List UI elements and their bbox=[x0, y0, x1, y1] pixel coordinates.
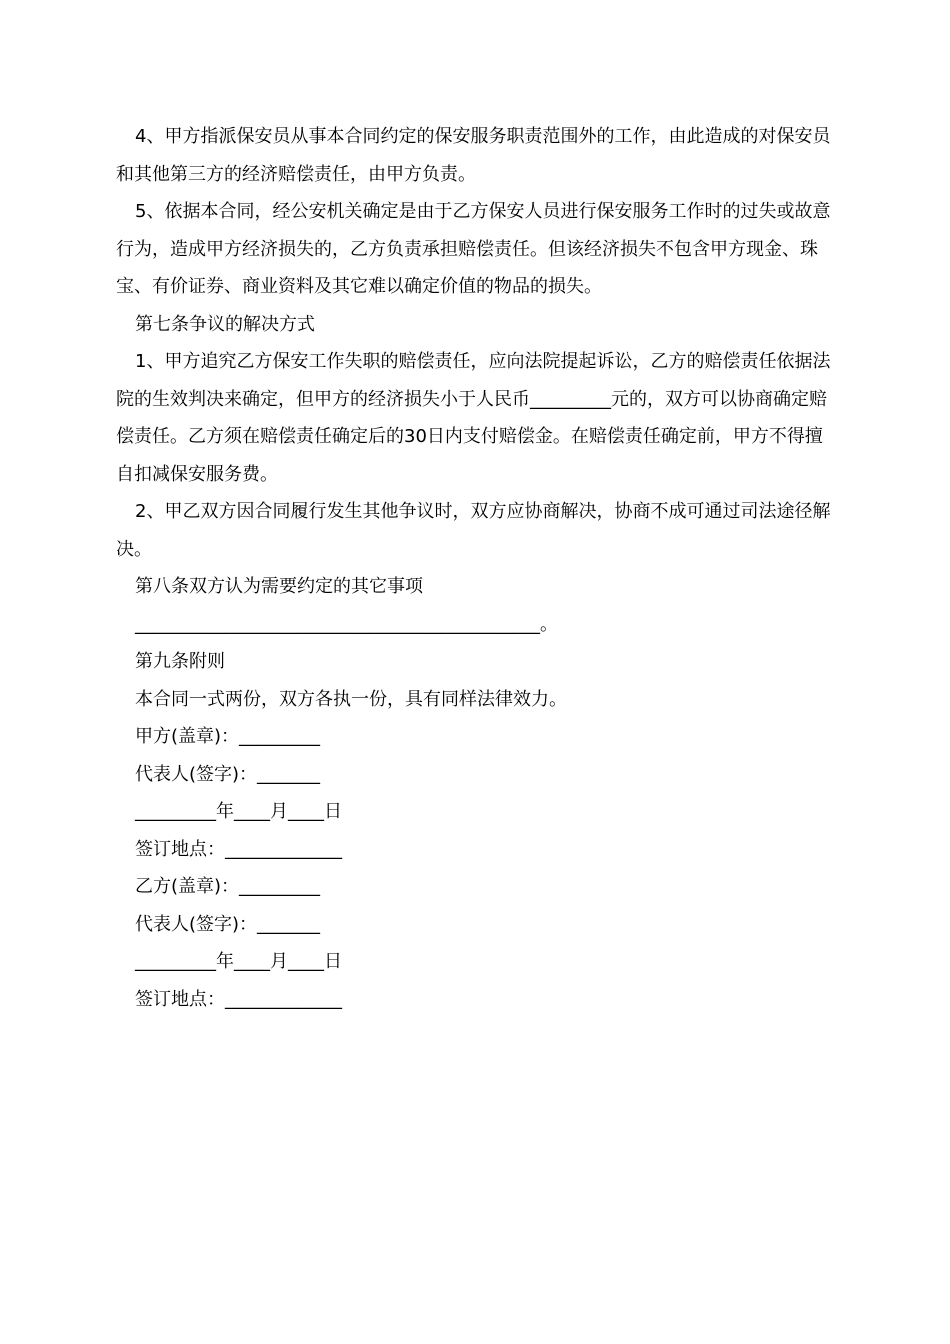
party-b-representative: 代表人(签字)：_______ bbox=[135, 913, 321, 935]
copies-statement: 本合同一式两份，双方各执一份，具有同样法律效力。 bbox=[135, 688, 567, 710]
clause-7-item-2: 2、甲乙双方因合同履行发生其他争议时，双方应协商解决，协商不成可通过司法途径解决。 bbox=[116, 501, 831, 560]
party-b-seal: 乙方(盖章)：_________ bbox=[135, 876, 321, 897]
article-7-title: 第七条争议的解决方式 bbox=[135, 313, 315, 335]
party-a-representative: 代表人(签字)：_______ bbox=[135, 763, 321, 785]
article-8-blank-line: _____________________________________________。 bbox=[135, 613, 558, 635]
clause-7-item-1: 1、甲方追究乙方保安工作失职的赔偿责任，应向法院提起诉讼，乙方的赔偿责任依据法院的生效判决来确定，但甲方的经济损失小于人民币_________元的，双方可以协商确定赔偿责任。乙方须在赔偿责任确定后的30日内支付赔偿金。在赔偿责任确定前，甲方不得擅自扣减保安服务费。 bbox=[116, 351, 831, 485]
party-b-date: _________年____月____日 bbox=[135, 951, 342, 972]
clause-6-item-5: 5、依据本合同，经公安机关确定是由于乙方保安人员进行保安服务工作时的过失或故意行为，造成甲方经济损失的，乙方负责承担赔偿责任。但该经济损失不包含甲方现金、珠宝、有价证券、商业资料及其它难以确定价值的物品的损失。 bbox=[116, 201, 831, 297]
party-b-signing-place: 签订地点：_____________ bbox=[135, 988, 342, 1010]
article-9-title: 第九条附则 bbox=[135, 651, 225, 672]
party-a-seal: 甲方(盖章)：_________ bbox=[135, 726, 321, 747]
party-a-date: _________年____月____日 bbox=[135, 801, 342, 822]
document-body bbox=[116, 118, 840, 1018]
clause-6-item-4: 4、甲方指派保安员从事本合同约定的保安服务职责范围外的工作，由此造成的对保安员和其他第三方的经济赔偿责任，由甲方负责。 bbox=[116, 126, 831, 185]
article-8-title: 第八条双方认为需要约定的其它事项 bbox=[135, 576, 423, 597]
party-a-signing-place: 签订地点：_____________ bbox=[135, 838, 342, 860]
